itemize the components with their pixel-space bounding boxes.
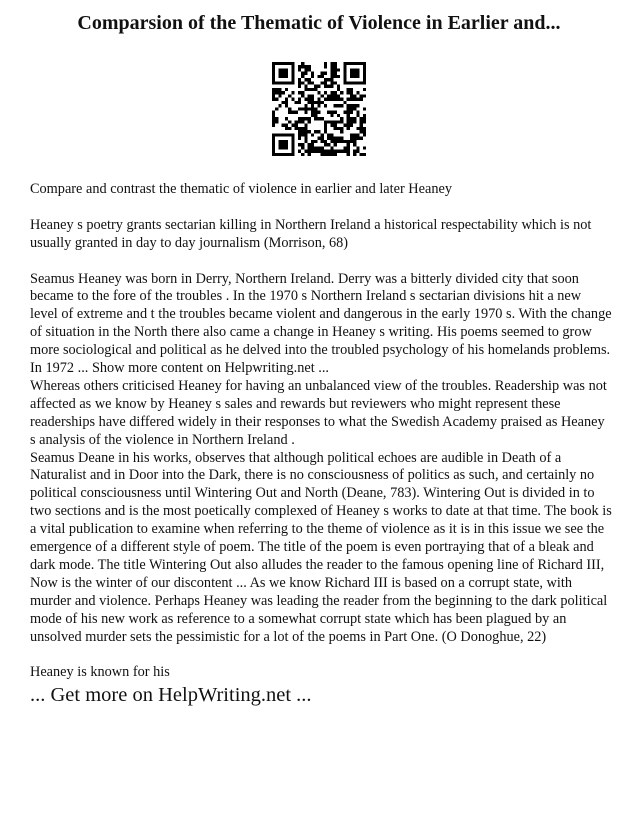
qr-code-icon bbox=[272, 62, 366, 156]
paragraph: Seamus Heaney was born in Derry, Northern Ireland. Derry was a bitterly divided city that soon became to the fore of the troubles . In the 1970 s Northern Ireland s sectarian divisions hit a new level of extreme and t the troubles became violent and dangerous in the early 1970 s. With the change of situation in the North there also came a change in Heaney s writing. His poems seemed to grow more sociological and political as he delved into the troubled psychology of his homelands problems. In 1972 ... Show more content on Helpwriting.net ... bbox=[30, 270, 612, 377]
paragraph: Seamus Deane in his works, observes that although political echoes are audible in Death of a Naturalist and in Door into the Dark, there is no consciousness of politics as such, and certainly no political consciousness until Wintering Out and North (Deane, 783). Wintering Out is divided in to two sections and is the most poetically complexed of Heaney s works to date at that time. The book is a vital publication to examine when referring to the theme of violence as it is in this issue we see the emergence of a different style of poem. The title of the poem is even portraying that of a bleak and dark mode. The title Wintering Out also alludes the reader to the famous opening line of Richard III, Now is the winter of our discontent ... As we know Richard III is based on a corrupt state, with murder and violence. Perhaps Heaney was leading the reader from the beginning to the dark political mode of his new work as reference to a somewhat corrupt state which has been plagued by an unsolved murder sets the pessimistic for a lot of the poems in Part One. (O Donoghue, 22) bbox=[30, 449, 612, 645]
qr-code[interactable] bbox=[272, 62, 366, 156]
article-body bbox=[30, 181, 612, 682]
get-more-link[interactable]: ... Get more on HelpWriting.net ... bbox=[30, 684, 312, 706]
paragraph: Heaney s poetry grants sectarian killing in Northern Ireland a historical respectability which is not usually granted in day to day journalism (Morrison, 68) bbox=[30, 216, 592, 251]
page-title: Comparsion of the Thematic of Violence in Earlier and... bbox=[77, 12, 561, 34]
paragraph: Compare and contrast the thematic of violence in earlier and later Heaney bbox=[30, 181, 452, 197]
paragraph: Heaney is known for his bbox=[30, 664, 170, 681]
paragraph: Whereas others criticised Heaney for having an unbalanced view of the troubles. Readership was not affected as we know by Heaney s sales and rewards but reviewers who might represent these readerships have differed widely in their responses to what the Swedish Academy praised as Heaney s analysis of the violence in Northern Ireland . bbox=[30, 377, 607, 448]
